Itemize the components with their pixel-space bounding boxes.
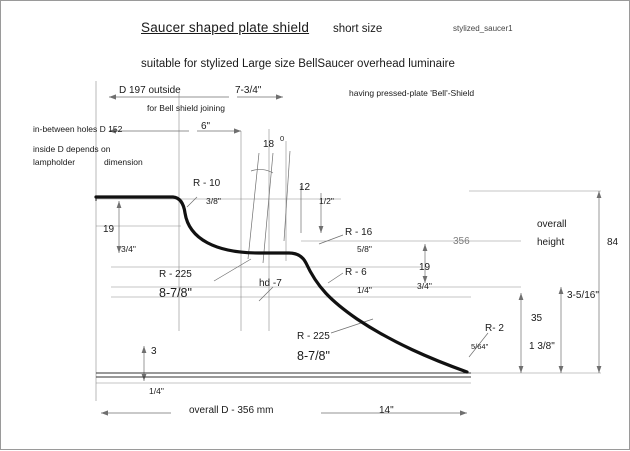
file-tag: stylized_saucer1 bbox=[453, 24, 513, 33]
size-note: short size bbox=[333, 23, 383, 35]
note-right: having pressed-plate 'Bell'-Shield bbox=[349, 88, 475, 98]
radius-r2-inch: 5/64" bbox=[471, 342, 489, 351]
page-title: Saucer shaped plate shield bbox=[141, 20, 310, 35]
overall-d: overall D - 356 mm bbox=[189, 405, 274, 416]
angle-18: 18 bbox=[263, 139, 275, 150]
dim-3-5-16: 3-5/16" bbox=[567, 290, 599, 301]
radius-r225-upper-inch: 8-7/8" bbox=[159, 286, 192, 300]
dim-dimension: dimension bbox=[104, 157, 143, 167]
dim-inside-d: inside D depends on bbox=[33, 144, 111, 154]
dim-bell-join-inch: 7-3/4" bbox=[235, 85, 262, 96]
radius-r10-inch: 3/8" bbox=[206, 196, 221, 206]
overall-height-line2: height bbox=[537, 237, 565, 248]
angle-12: 12 bbox=[299, 182, 311, 193]
dim-d197: D 197 outside bbox=[119, 85, 181, 96]
dim-3-inch: 1/4" bbox=[149, 386, 164, 396]
dim-35-inch: 1 3/8" bbox=[529, 341, 555, 352]
radius-r6: R - 6 bbox=[345, 267, 367, 278]
dim-19-right: 19 bbox=[419, 262, 431, 273]
dim-19-right-inch: 3/4" bbox=[417, 281, 432, 291]
dim-35: 35 bbox=[531, 313, 543, 324]
dim-19-top: 19 bbox=[103, 224, 115, 235]
radius-r225-lower-inch: 8-7/8" bbox=[297, 349, 330, 363]
radius-r2: R- 2 bbox=[485, 323, 504, 334]
dim-in-between-inch: 6" bbox=[201, 121, 211, 132]
dim-3: 3 bbox=[151, 346, 157, 357]
angle-18-degree: 0 bbox=[280, 134, 285, 143]
dim-84: 84 bbox=[607, 237, 619, 248]
radius-r10: R - 10 bbox=[193, 178, 221, 189]
dim-in-between: in-between holes D 152 bbox=[33, 124, 123, 134]
dim-for-bell: for Bell shield joining bbox=[147, 103, 225, 113]
radius-r6-inch: 1/4" bbox=[357, 285, 372, 295]
radius-r225-upper: R - 225 bbox=[159, 269, 192, 280]
overall-height-line1: overall bbox=[537, 219, 567, 230]
hole-hd7: hd -7 bbox=[259, 278, 282, 289]
subtitle: suitable for stylized Large size BellSaucer overhead luminaire bbox=[141, 58, 455, 70]
dim-lampholder: lampholder bbox=[33, 157, 76, 167]
radius-r16-inch: 5/8" bbox=[357, 244, 372, 254]
dim-half-inch: 1/2" bbox=[319, 196, 334, 206]
dim-356-grey: 356 bbox=[453, 236, 470, 247]
radius-r225-lower: R - 225 bbox=[297, 331, 330, 342]
overall-d-inch: 14" bbox=[379, 405, 394, 416]
radius-r16: R - 16 bbox=[345, 227, 373, 238]
dim-19-top-inch: 3/4" bbox=[121, 244, 136, 254]
